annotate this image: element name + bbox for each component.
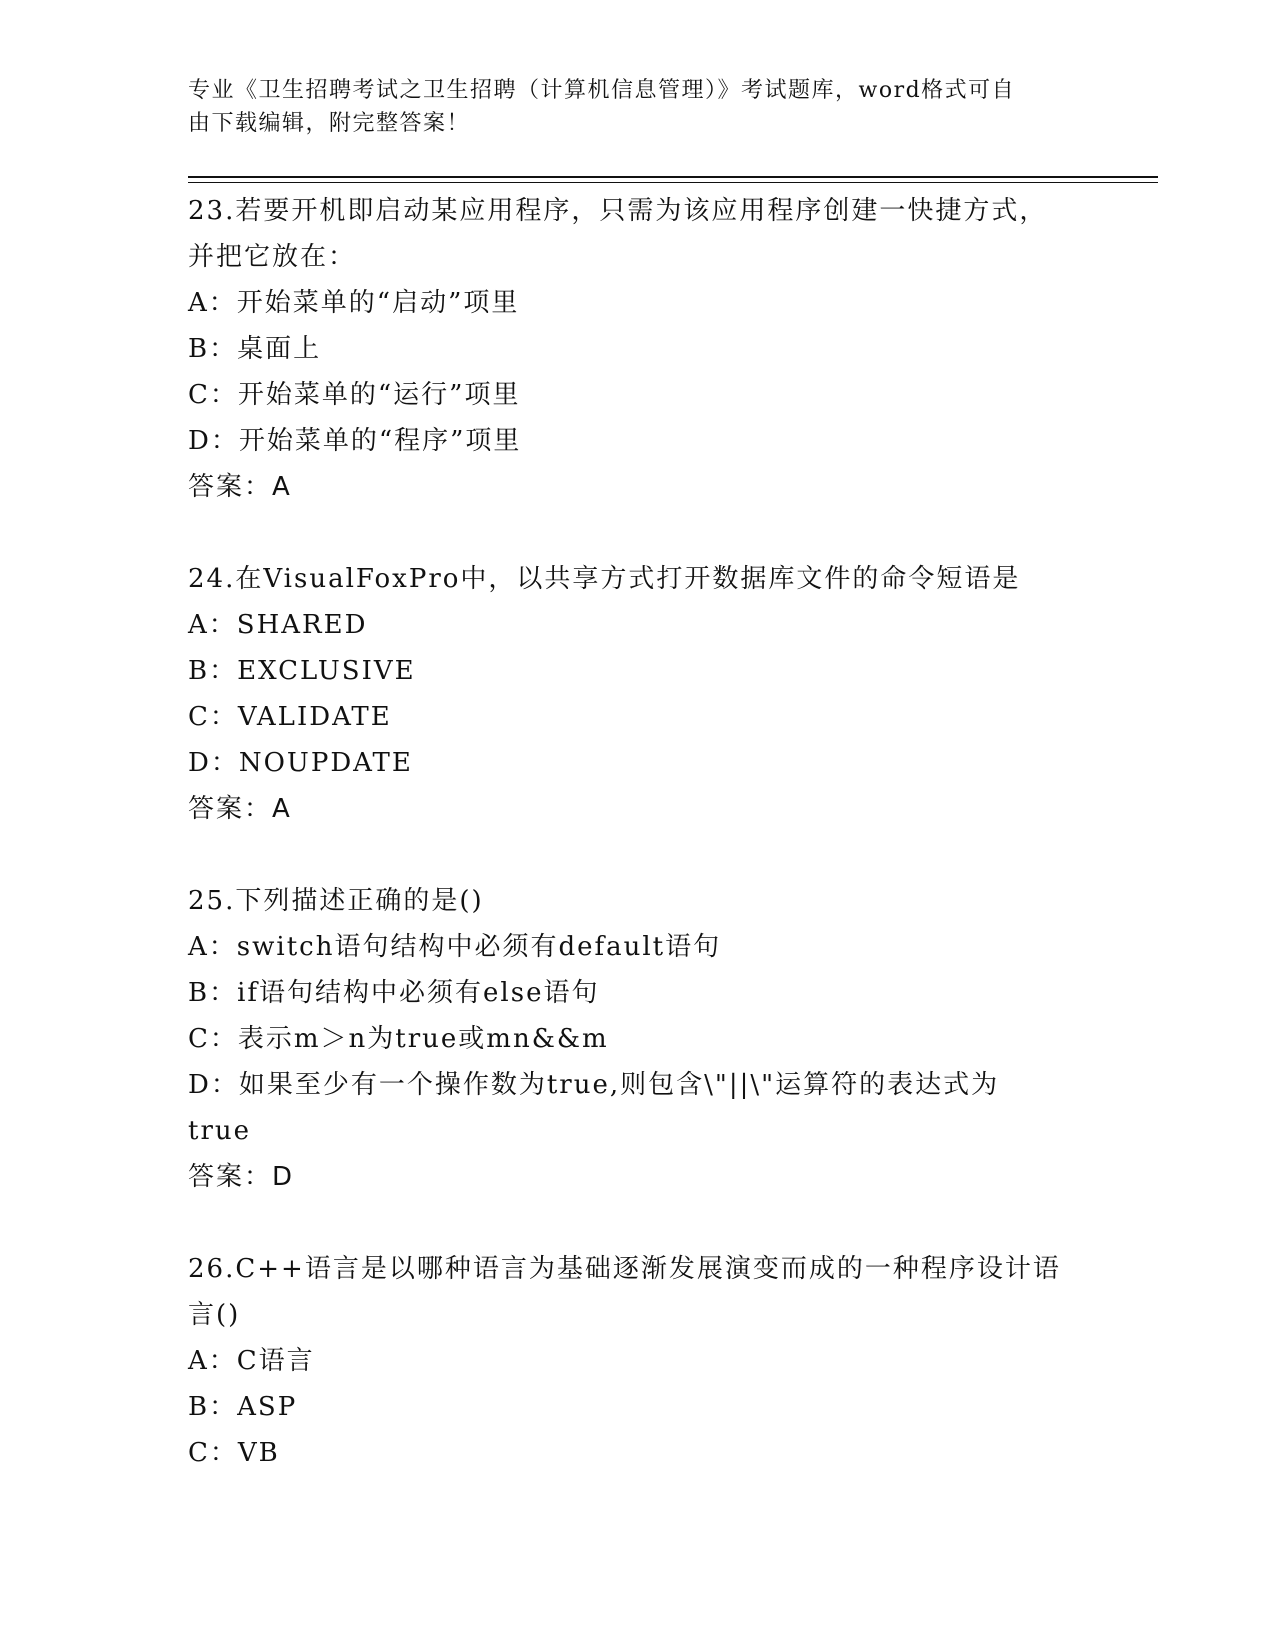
header-text-line-2: 由下载编辑，附完整答案！	[188, 111, 471, 136]
question-stem-line: 24.在VisualFoxPro中，以共享方式打开数据库文件的命令短语是	[188, 564, 1021, 594]
header-divider-thin	[188, 182, 1158, 183]
header-divider-thick	[188, 176, 1158, 178]
option-d: D：如果至少有一个操作数为true,则包含\"||\"运算符的表达式为	[188, 1070, 1000, 1100]
question-stem-line: 并把它放在：	[188, 242, 357, 272]
option-a: A：C语言	[188, 1346, 315, 1376]
question-list	[188, 188, 1088, 1522]
answer-text: 答案：A	[188, 794, 292, 824]
question-23	[188, 188, 1088, 510]
option-c: C：VALIDATE	[188, 702, 392, 732]
question-stem-line: 26.C++语言是以哪种语言为基础逐渐发展演变而成的一种程序设计语	[188, 1254, 1061, 1284]
option-a: A：switch语句结构中必须有default语句	[188, 932, 722, 962]
option-d-continuation: true	[188, 1116, 252, 1146]
question-stem-line: 23.若要开机即启动某应用程序，只需为该应用程序创建一快捷方式，	[188, 196, 1048, 226]
question-stem-line: 25.下列描述正确的是()	[188, 886, 484, 916]
option-b: B：ASP	[188, 1392, 298, 1422]
answer-text: 答案：D	[188, 1162, 295, 1192]
option-c: C：VB	[188, 1438, 280, 1468]
option-d: D：开始菜单的“程序”项里	[188, 426, 522, 456]
question-26	[188, 1246, 1088, 1476]
option-b: B：if语句结构中必须有else语句	[188, 978, 600, 1008]
answer-text: 答案：A	[188, 472, 292, 502]
option-b: B：桌面上	[188, 334, 322, 364]
question-25	[188, 878, 1088, 1200]
option-a: A：SHARED	[188, 610, 368, 640]
option-a: A：开始菜单的“启动”项里	[188, 288, 520, 318]
question-stem-line: 言()	[188, 1300, 241, 1330]
document-header	[188, 74, 1068, 140]
option-c: C：开始菜单的“运行”项里	[188, 380, 521, 410]
question-24	[188, 556, 1088, 832]
option-c: C：表示m＞n为true或mn&&m	[188, 1024, 609, 1054]
header-text-line-1: 专业《卫生招聘考试之卫生招聘（计算机信息管理）》考试题库，word格式可自	[188, 78, 1016, 103]
option-d: D：NOUPDATE	[188, 748, 413, 778]
option-b: B：EXCLUSIVE	[188, 656, 416, 686]
